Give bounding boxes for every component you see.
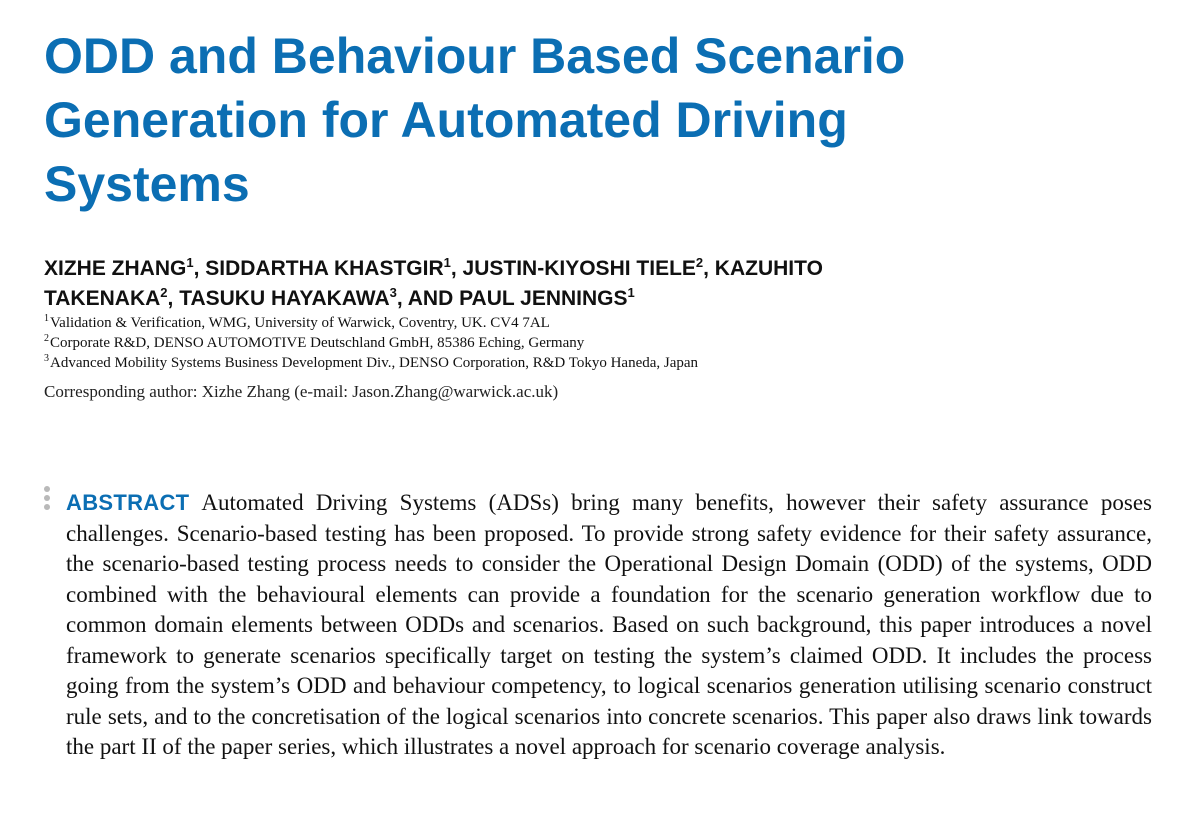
author-affiliation-mark: 1 — [443, 255, 451, 270]
author-separator: , — [167, 287, 180, 310]
affiliation-number: 1 — [44, 313, 49, 324]
author-separator: , KAZUHITO — [703, 257, 823, 280]
author-separator: , AND — [396, 287, 460, 310]
title-line: ODD and Behaviour Based Scenario — [44, 28, 906, 84]
author-line — [44, 284, 1164, 314]
author-affiliation-mark: 2 — [160, 285, 168, 300]
affiliation-text: Validation & Verification, WMG, University of Warwick, Coventry, UK. CV4 7AL — [50, 315, 550, 331]
affiliation-item — [44, 313, 1144, 333]
abstract-text: Automated Driving Systems (ADSs) bring many benefits, however their safety assurance poses challenges. Scenario-based testing has been proposed. To provide strong safety evidence for their safety assurance, the scenario-based testing process needs to consider the Operational Design Domain (ODD) of the systems, ODD combined with the behavioural elements can provide a foundation for the scenario generation workflow due to common domain elements between ODDs and scenarios. Based on such background, this paper introduces a novel framework to generate scenarios specifically target on testing the system’s claimed ODD. It includes the process going from the system’s ODD and behaviour competency, to logical scenarios generation utilising scenario construct rule sets, and to the concretisation of the logical scenarios into concrete scenarios. This paper also draws link towards the part II of the paper series, which illustrates a novel approach for scenario coverage analysis. — [66, 490, 1152, 759]
affiliation-text: Corporate R&D, DENSO AUTOMOTIVE Deutschland GmbH, 85386 Eching, Germany — [50, 335, 585, 351]
author-affiliation-mark: 1 — [186, 255, 194, 270]
author-name: PAUL JENNINGS — [459, 287, 628, 310]
corresponding-author: Corresponding author: Xizhe Zhang (e-mail: Jason.Zhang@warwick.ac.uk) — [44, 382, 559, 401]
affiliation-number: 3 — [44, 353, 49, 364]
title-line: Generation for Automated Driving — [44, 92, 848, 148]
paper-title — [44, 24, 1144, 216]
affiliation-list — [44, 313, 1144, 373]
affiliation-text: Advanced Mobility Systems Business Development Div., DENSO Corporation, R&D Tokyo Haneda, Japan — [50, 355, 699, 371]
abstract — [66, 488, 1152, 763]
affiliation-item — [44, 353, 1144, 373]
author-name: JUSTIN-KIYOSHI TIELE — [462, 257, 696, 280]
affiliation-number: 2 — [44, 333, 49, 344]
abstract-heading: ABSTRACT — [66, 490, 190, 515]
author-line — [44, 254, 1164, 284]
author-separator: , — [193, 257, 206, 280]
title-line: Systems — [44, 156, 250, 212]
affiliation-item — [44, 333, 1144, 353]
author-name: SIDDARTHA KHASTGIR — [205, 257, 444, 280]
author-list — [44, 254, 1164, 314]
author-affiliation-mark: 3 — [389, 285, 397, 300]
author-name: XIZHE ZHANG — [44, 257, 187, 280]
author-affiliation-mark: 1 — [627, 285, 635, 300]
author-separator: , — [450, 257, 463, 280]
author-name: TASUKU HAYAKAWA — [179, 287, 390, 310]
author-affiliation-mark: 2 — [695, 255, 704, 270]
vertical-dots-icon — [44, 486, 52, 516]
author-name: TAKENAKA — [44, 287, 161, 310]
